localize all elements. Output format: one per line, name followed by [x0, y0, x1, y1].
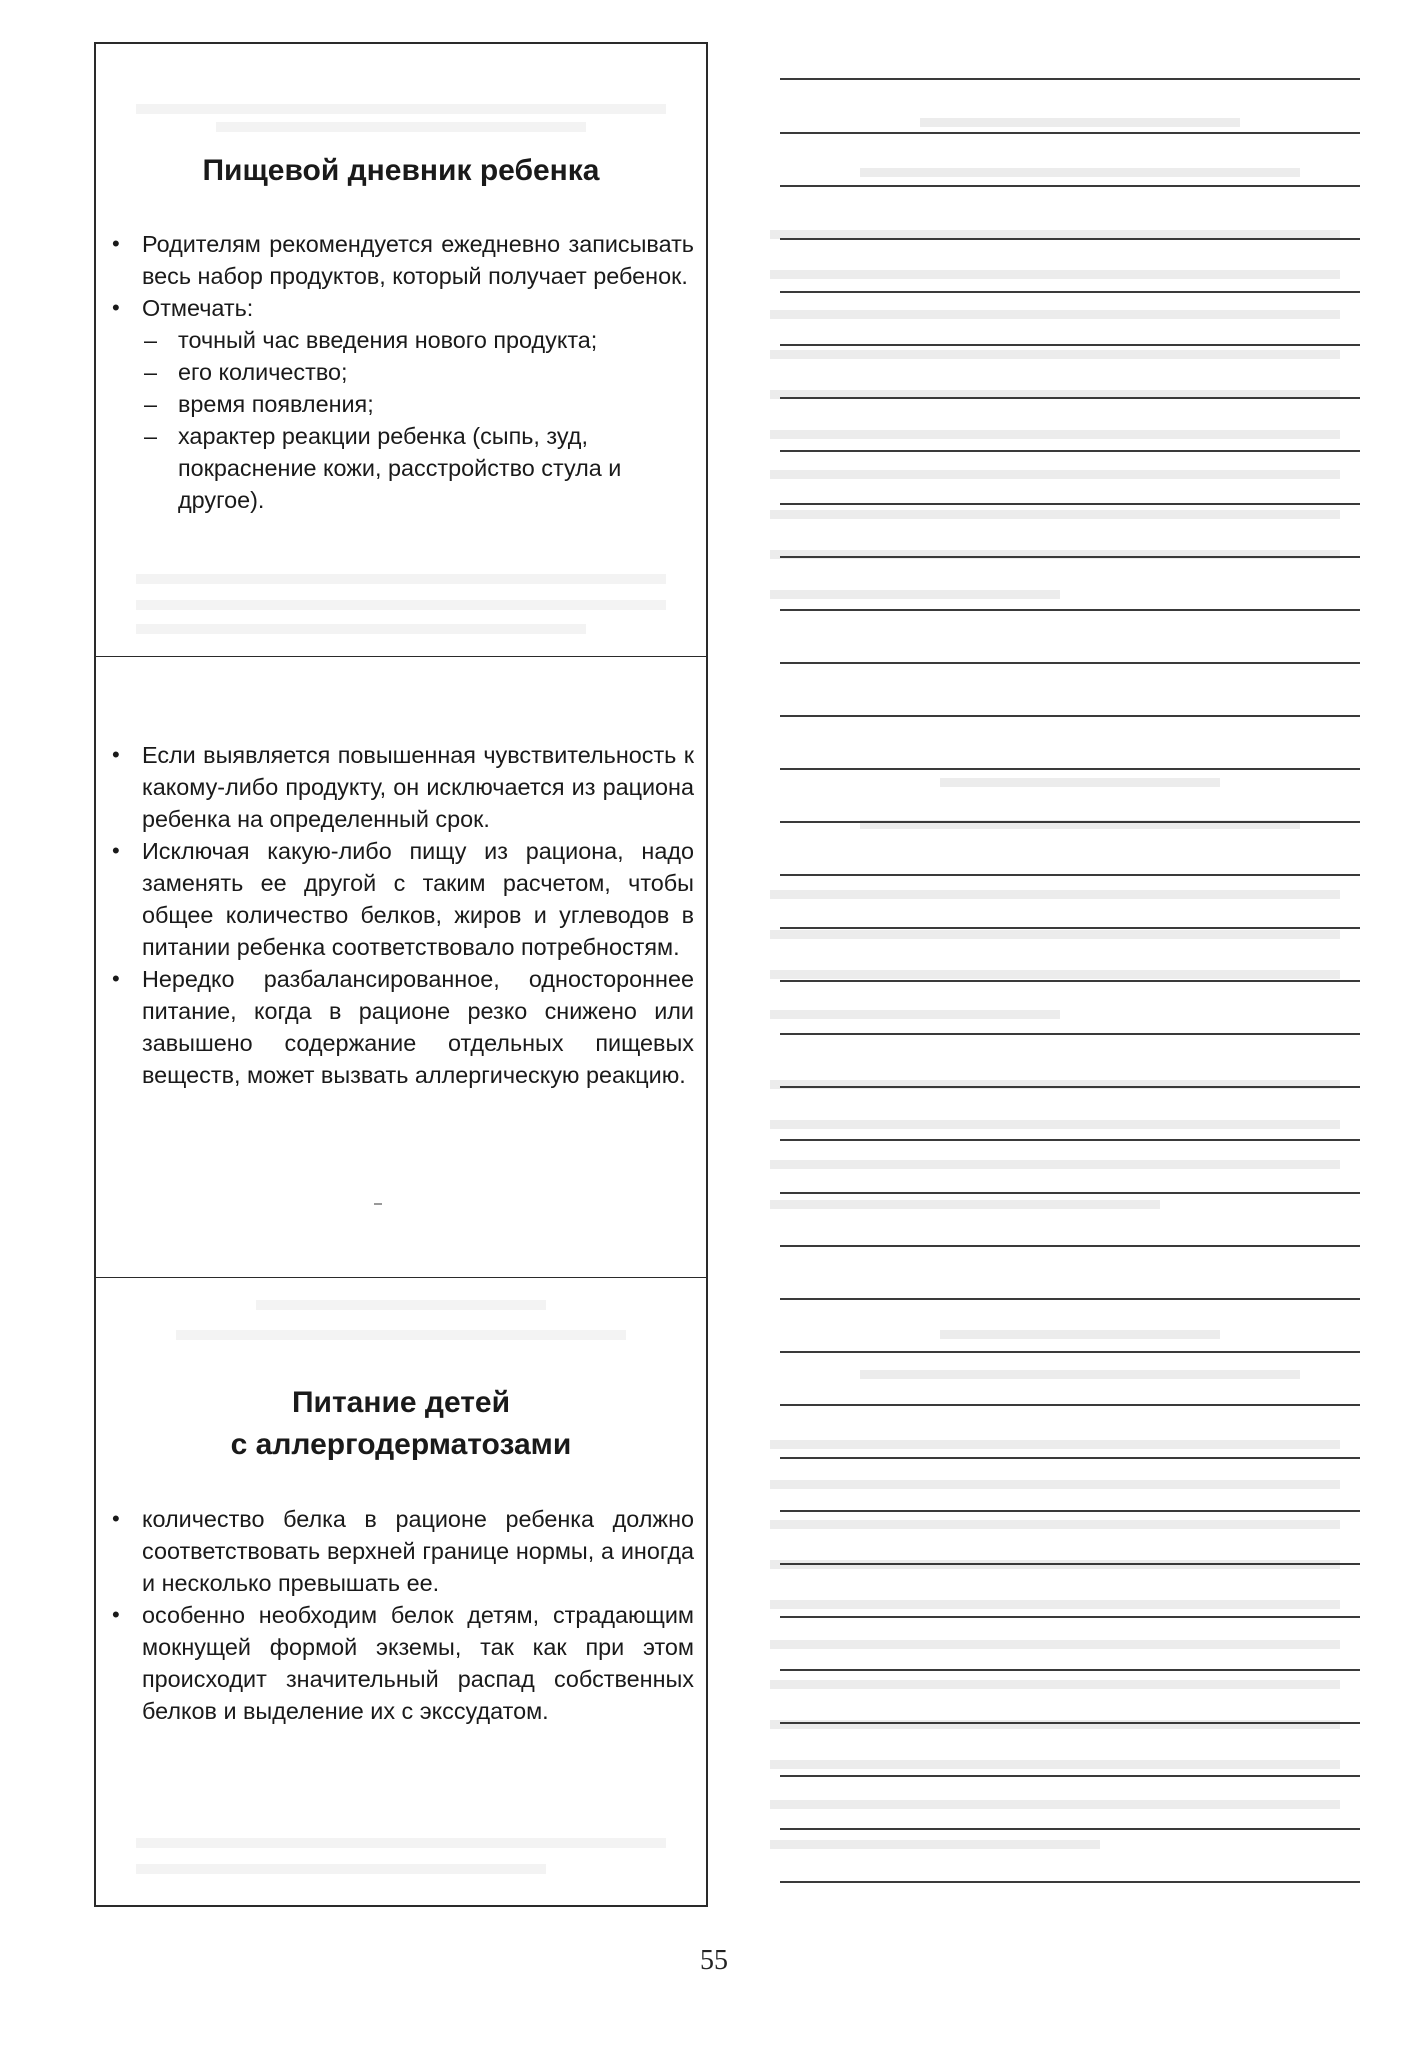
bleed-through — [770, 1010, 1060, 1019]
bleed-through — [256, 1300, 546, 1310]
bleed-through — [770, 1600, 1340, 1609]
writing-line — [780, 503, 1360, 505]
bleed-through — [920, 118, 1240, 127]
writing-line — [780, 1086, 1360, 1088]
bleed-through — [770, 1680, 1340, 1689]
writing-line — [780, 1616, 1360, 1618]
writing-line — [780, 344, 1360, 346]
writing-line — [780, 397, 1360, 399]
allergodermatoses-title — [96, 1382, 706, 1466]
sub-list-item: – точный час введения нового продукта; — [142, 324, 694, 356]
list-item: • особенно необходим белок детям, страдающим мокнущей формой экземы, так как при этом происходит значительный распад собственных белков и выделение их с экссудатом. — [110, 1599, 694, 1727]
writing-line — [780, 927, 1360, 929]
bleed-through — [770, 1640, 1340, 1649]
writing-line — [780, 78, 1360, 80]
writing-line — [780, 821, 1360, 823]
sensitivity-list — [110, 739, 694, 1091]
writing-line — [780, 768, 1360, 770]
bleed-through — [770, 1560, 1340, 1569]
writing-line — [780, 1245, 1360, 1247]
writing-line — [780, 1139, 1360, 1141]
writing-line — [780, 1404, 1360, 1406]
bleed-through — [770, 310, 1340, 319]
bleed-through — [770, 1160, 1340, 1169]
bleed-through — [940, 778, 1220, 787]
list-item: • Нередко разбалансированное, одностороннее питание, когда в рационе резко снижено или завышено содержание отдельных пищевых веществ, может вызвать аллергическую реакцию. — [110, 963, 694, 1091]
writing-line — [780, 1351, 1360, 1353]
list-item-text: Родителям рекомендуется ежедневно записывать весь набор продуктов, который получает ребенок. — [142, 231, 694, 289]
list-item — [110, 292, 694, 516]
writing-line — [780, 1033, 1360, 1035]
bleed-through — [770, 510, 1340, 519]
bleed-through — [770, 970, 1340, 979]
allergodermatoses-box — [94, 1277, 708, 1907]
writing-line — [780, 556, 1360, 558]
notes-lines-column — [760, 40, 1360, 1920]
title-line: с аллергодерматозами — [230, 1428, 572, 1461]
food-diary-list — [110, 228, 694, 516]
writing-line — [780, 1298, 1360, 1300]
page-number: 55 — [700, 1945, 728, 1976]
bleed-through — [136, 1838, 666, 1848]
writing-line — [780, 874, 1360, 876]
bleed-through — [770, 1800, 1340, 1809]
bleed-through — [860, 1370, 1300, 1379]
writing-line — [780, 609, 1360, 611]
bleed-through — [770, 270, 1340, 279]
writing-line — [780, 132, 1360, 134]
food-diary-title: Пищевой дневник ребенка — [202, 154, 600, 187]
writing-line — [780, 662, 1360, 664]
bleed-through — [770, 1200, 1160, 1209]
list-item-text: Отмечать: — [142, 295, 254, 321]
list-item: • количество белка в рационе ребенка должно соответствовать верхней границе нормы, а иногда и несколько превышать ее. — [110, 1503, 694, 1599]
writing-line — [780, 1192, 1360, 1194]
bleed-through — [136, 1864, 546, 1874]
writing-line — [780, 980, 1360, 982]
writing-line — [780, 1881, 1360, 1883]
writing-line — [780, 1722, 1360, 1724]
writing-line — [780, 1510, 1360, 1512]
list-item: • Если выявляется повышенная чувствительность к какому-либо продукту, он исключается из рациона ребенка на определенный срок. — [110, 739, 694, 835]
bleed-through — [136, 574, 666, 584]
bleed-through — [770, 1120, 1340, 1129]
bleed-through — [770, 1480, 1340, 1489]
list-item: • Исключая какую-либо пищу из рациона, надо заменять ее другой с таким расчетом, чтобы общее количество белков, жиров и углеводов в питании ребенка соответствовало потребностям. — [110, 835, 694, 963]
sub-list-item: – его количество; — [142, 356, 694, 388]
bleed-through — [770, 470, 1340, 479]
bleed-through — [770, 1840, 1100, 1849]
bleed-through — [136, 600, 666, 610]
writing-line — [780, 1457, 1360, 1459]
writing-line — [780, 238, 1360, 240]
bleed-through — [136, 104, 666, 114]
bleed-through — [216, 122, 586, 132]
bleed-through — [770, 890, 1340, 899]
food-diary-box — [94, 42, 708, 658]
writing-line — [780, 1669, 1360, 1671]
sub-list-item: – характер реакции ребенка (сыпь, зуд, покраснение кожи, расстройство стула и другое). — [142, 420, 694, 516]
sub-list — [142, 324, 694, 516]
bleed-through — [176, 1330, 626, 1340]
bleed-through — [136, 624, 586, 634]
writing-line — [780, 450, 1360, 452]
bleed-through — [770, 550, 1340, 559]
writing-line — [780, 291, 1360, 293]
title-line: Питание детей — [291, 1386, 511, 1419]
writing-line — [780, 1775, 1360, 1777]
bleed-through — [770, 1520, 1340, 1529]
writing-line — [780, 715, 1360, 717]
allergodermatoses-list — [110, 1503, 694, 1727]
writing-line — [780, 1563, 1360, 1565]
writing-line — [780, 185, 1360, 187]
bleed-through — [770, 930, 1340, 939]
bleed-through — [770, 1760, 1340, 1769]
stray-mark — [374, 1203, 382, 1205]
bleed-through — [860, 168, 1300, 177]
sensitivity-box — [94, 656, 708, 1279]
bleed-through — [770, 430, 1340, 439]
bleed-through — [940, 1330, 1220, 1339]
list-item — [110, 228, 694, 292]
bleed-through — [770, 1440, 1340, 1449]
sub-list-item: – время появления; — [142, 388, 694, 420]
bleed-through — [770, 590, 1060, 599]
bleed-through — [770, 350, 1340, 359]
writing-line — [780, 1828, 1360, 1830]
bleed-through — [770, 1080, 1340, 1089]
